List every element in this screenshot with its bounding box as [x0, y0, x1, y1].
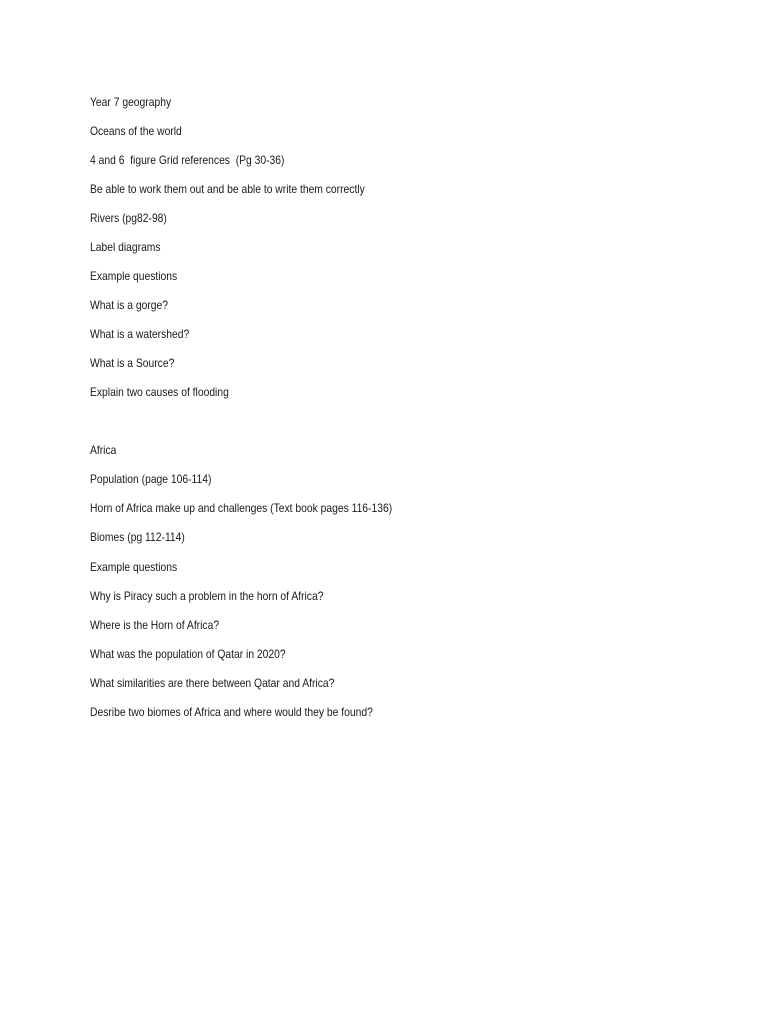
- question-item: What is a gorge?: [90, 298, 169, 312]
- question-item: What was the population of Qatar in 2020?: [90, 647, 286, 661]
- topic-rivers: Rivers (pg82-98): [90, 211, 167, 225]
- topic-oceans: Oceans of the world: [90, 124, 182, 138]
- question-item: What is a watershed?: [90, 327, 190, 341]
- topic-grid-references: 4 and 6 figure Grid references (Pg 30-36): [90, 153, 285, 167]
- topic-population: Population (page 106-114): [90, 472, 212, 486]
- question-item: What similarities are there between Qatar and Africa?: [90, 676, 335, 690]
- section-heading-africa: Africa: [90, 443, 117, 457]
- question-item: Explain two causes of flooding: [90, 385, 229, 399]
- example-questions-heading: Example questions: [90, 269, 178, 283]
- question-item: Why is Piracy such a problem in the horn of Africa?: [90, 589, 324, 603]
- topic-biomes: Biomes (pg 112-114): [90, 530, 185, 544]
- example-questions-heading: Example questions: [90, 560, 178, 574]
- question-item: What is a Source?: [90, 356, 175, 370]
- grid-references-note: Be able to work them out and be able to write them correctly: [90, 182, 365, 196]
- rivers-note: Label diagrams: [90, 240, 161, 254]
- question-item: Where is the Horn of Africa?: [90, 618, 220, 632]
- topic-horn-of-africa: Horn of Africa make up and challenges (Text book pages 116-136): [90, 501, 393, 515]
- doc-title: Year 7 geography: [90, 95, 172, 109]
- question-item: Desribe two biomes of Africa and where would they be found?: [90, 705, 373, 719]
